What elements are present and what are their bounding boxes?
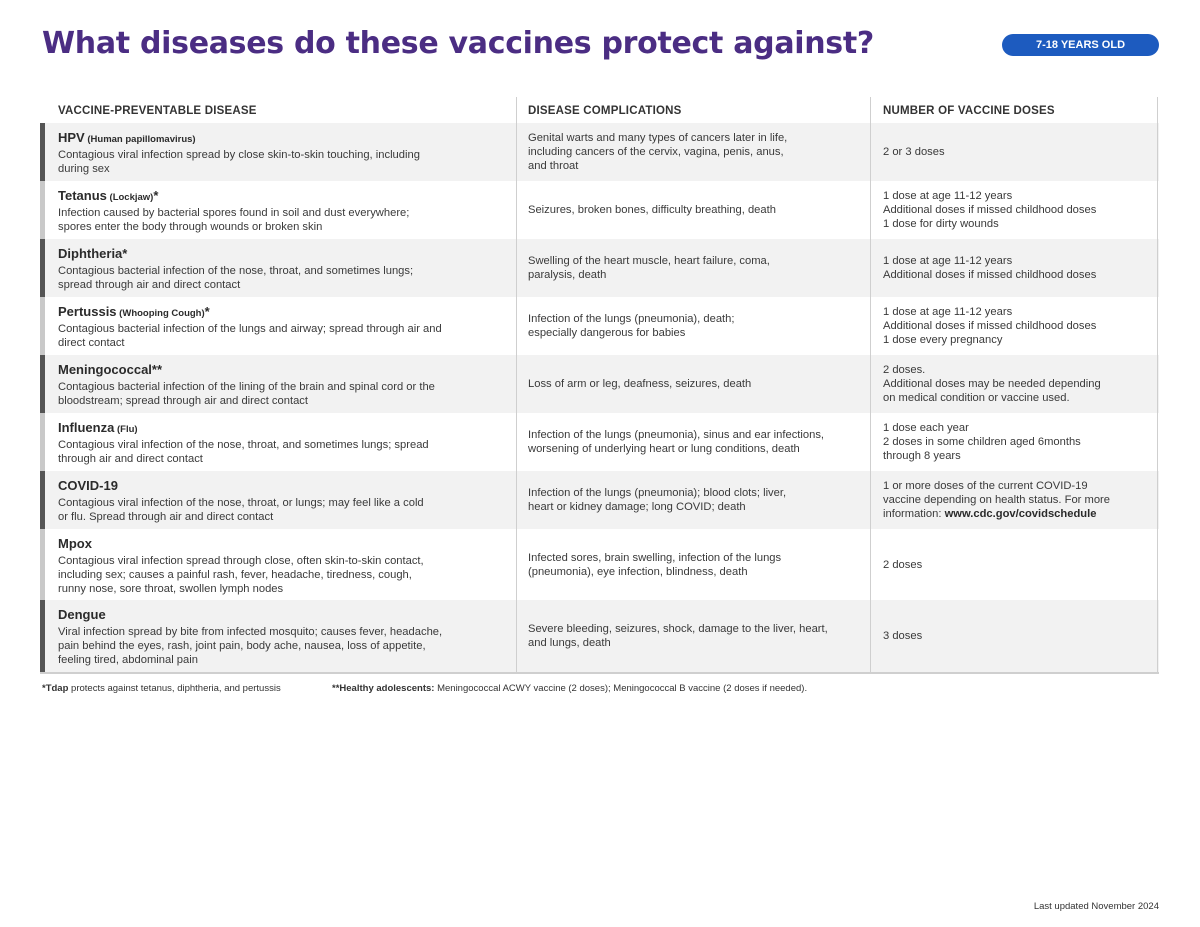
column-header-doses: NUMBER OF VACCINE DOSES <box>883 105 1055 117</box>
complication-line: heart or kidney damage; long COVID; death <box>528 501 746 513</box>
disease-name <box>58 536 503 554</box>
dose-line: 3 doses <box>883 630 923 642</box>
disease-name <box>58 304 503 322</box>
complications-cell <box>528 312 873 340</box>
table-row <box>40 529 1159 600</box>
complication-line: Severe bleeding, seizures, shock, damage to the liver, heart, <box>528 623 828 635</box>
doses-cell <box>883 363 1153 405</box>
disease-name-text: Pertussis <box>58 304 117 319</box>
disease-description-line: runny nose, sore throat, swollen lymph nodes <box>58 583 284 595</box>
table-bottom-rule <box>40 672 1159 674</box>
disease-description-line: Contagious viral infection spread by close skin-to-skin touching, including <box>58 149 420 161</box>
dose-line: Additional doses if missed childhood doses <box>883 204 1097 216</box>
footnote-healthy-label: Healthy adolescents: <box>339 683 435 694</box>
disease-name <box>58 362 503 380</box>
table-row <box>40 413 1159 471</box>
complication-line: and lungs, death <box>528 637 611 649</box>
dose-line: 1 dose each year <box>883 422 969 434</box>
column-divider <box>870 97 871 672</box>
dose-line: 1 dose at age 11-12 years <box>883 190 1013 202</box>
complication-line: Infection of the lungs (pneumonia), sinus and ear infections, <box>528 429 825 441</box>
age-badge: 7-18 YEARS OLD <box>1002 34 1159 56</box>
disease-description-line: Contagious viral infection spread through close, often skin-to-skin contact, <box>58 555 424 567</box>
footnote-star: * <box>42 683 46 694</box>
disease-name-text: HPV <box>58 130 85 145</box>
disease-name-text: Influenza <box>58 420 115 435</box>
complication-line: especially dangerous for babies <box>528 327 686 339</box>
dose-line: 1 dose at age 11-12 years <box>883 255 1013 267</box>
doses-cell <box>883 189 1153 231</box>
dose-line: vaccine depending on health status. For more <box>883 494 1110 506</box>
disease-description-line: or flu. Spread through air and direct contact <box>58 511 274 523</box>
page-title: What diseases do these vaccines protect against? <box>42 26 875 61</box>
disease-cell <box>58 607 503 667</box>
covid-schedule-link[interactable]: www.cdc.gov/covidschedule <box>944 508 1097 520</box>
dose-line: on medical condition or vaccine used. <box>883 392 1070 404</box>
disease-cell <box>58 246 503 292</box>
doses-cell <box>883 629 1153 643</box>
complications-cell <box>528 428 873 456</box>
dose-line: 1 dose at age 11-12 years <box>883 306 1013 318</box>
column-divider <box>516 97 517 672</box>
column-divider <box>1157 97 1158 672</box>
disease-name-text: Dengue <box>58 607 106 622</box>
disease-cell <box>58 362 503 408</box>
table-row <box>40 355 1159 413</box>
table-row <box>40 600 1159 672</box>
vaccine-table <box>40 97 1159 672</box>
complications-cell <box>528 203 873 217</box>
complication-line: worsening of underlying heart or lung conditions, death <box>528 443 800 455</box>
disease-description-line: through air and direct contact <box>58 453 203 465</box>
disease-description-line: Contagious viral infection of the nose, throat, and sometimes lungs; spread <box>58 439 429 451</box>
dose-line: information: <box>883 508 945 520</box>
disease-description-line: Contagious bacterial infection of the lungs and airway; spread through air and <box>58 323 442 335</box>
disease-alt-name: (Lockjaw) <box>106 192 154 203</box>
disease-name-text: Mpox <box>58 536 92 551</box>
disease-description-line: direct contact <box>58 337 125 349</box>
disease-name-text: Meningococcal <box>58 362 152 377</box>
complication-line: Infection of the lungs (pneumonia), death; <box>528 313 735 325</box>
dose-line: Additional doses may be needed depending <box>883 378 1101 390</box>
complication-line: Infected sores, brain swelling, infection of the lungs <box>528 552 782 564</box>
complication-line: and throat <box>528 160 579 172</box>
table-row <box>40 239 1159 297</box>
complication-line: paralysis, death <box>528 269 607 281</box>
dose-line: 2 doses in some children aged 6months <box>883 436 1081 448</box>
table-header <box>40 97 1159 123</box>
complications-cell <box>528 486 873 514</box>
complications-cell <box>528 551 873 579</box>
complications-cell <box>528 254 873 282</box>
table-row <box>40 471 1159 529</box>
disease-alt-name: (Human papillomavirus) <box>84 134 196 145</box>
footnote-tdap-label: Tdap <box>45 683 69 694</box>
complication-line: including cancers of the cervix, vagina, penis, anus, <box>528 146 784 158</box>
doses-cell <box>883 145 1153 159</box>
dose-line: 2 doses <box>883 559 923 571</box>
footnote-healthy-text: Meningococcal ACWY vaccine (2 doses); Meningococcal B vaccine (2 doses if needed). <box>434 683 808 694</box>
disease-name-text: COVID-19 <box>58 478 118 493</box>
complication-line: Genital warts and many types of cancers later in life, <box>528 132 788 144</box>
dose-line: 2 or 3 doses <box>883 146 945 158</box>
table-row <box>40 181 1159 239</box>
disease-description-line: Contagious viral infection of the nose, throat, or lungs; may feel like a cold <box>58 497 424 509</box>
disease-name <box>58 188 503 206</box>
dose-line: 1 dose for dirty wounds <box>883 218 999 230</box>
disease-description-line: Contagious bacterial infection of the lining of the brain and spinal cord or the <box>58 381 435 393</box>
complication-line: Infection of the lungs (pneumonia); blood clots; liver, <box>528 487 787 499</box>
footnote-star: ** <box>332 683 340 694</box>
disease-description-line: bloodstream; spread through air and direct contact <box>58 395 308 407</box>
footnote-tdap-text: protects against tetanus, diphtheria, and pertussis <box>68 683 281 694</box>
complication-line: (pneumonia), eye infection, blindness, death <box>528 566 748 578</box>
dose-line: through 8 years <box>883 450 961 462</box>
complication-line: Loss of arm or leg, deafness, seizures, death <box>528 378 752 390</box>
disease-description-line: during sex <box>58 163 110 175</box>
footnote-marker: ** <box>151 362 163 377</box>
disease-cell <box>58 130 503 176</box>
disease-name-text: Tetanus <box>58 188 107 203</box>
table-row <box>40 297 1159 355</box>
dose-line: 2 doses. <box>883 364 926 376</box>
dose-line: Additional doses if missed childhood doses <box>883 269 1097 281</box>
dose-line: Additional doses if missed childhood doses <box>883 320 1097 332</box>
disease-description-line: Viral infection spread by bite from infected mosquito; causes fever, headache, <box>58 626 443 638</box>
disease-cell <box>58 188 503 234</box>
disease-description-line: spores enter the body through wounds or broken skin <box>58 221 323 233</box>
table-row <box>40 123 1159 181</box>
footnote-marker: * <box>204 304 210 319</box>
doses-cell <box>883 558 1153 572</box>
disease-cell <box>58 304 503 350</box>
footnote-marker: * <box>153 188 159 203</box>
complication-line: Swelling of the heart muscle, heart failure, coma, <box>528 255 770 267</box>
doses-cell <box>883 479 1153 521</box>
footnote-healthy <box>332 683 807 694</box>
disease-description-line: feeling tired, abdominal pain <box>58 654 198 666</box>
disease-cell <box>58 536 503 596</box>
dose-line: 1 or more doses of the current COVID-19 <box>883 480 1088 492</box>
complications-cell <box>528 377 873 391</box>
disease-description-line: including sex; causes a painful rash, fever, headache, tiredness, cough, <box>58 569 412 581</box>
disease-description-line: Infection caused by bacterial spores found in soil and dust everywhere; <box>58 207 410 219</box>
disease-name <box>58 420 503 438</box>
disease-name <box>58 246 503 264</box>
disease-description-line: pain behind the eyes, rash, joint pain, body ache, nausea, loss of appetite, <box>58 640 426 652</box>
dose-line: 1 dose every pregnancy <box>883 334 1003 346</box>
disease-name-text: Diphtheria <box>58 246 123 261</box>
doses-cell <box>883 421 1153 463</box>
disease-cell <box>58 478 503 524</box>
last-updated: Last updated November 2024 <box>1033 901 1159 912</box>
complication-line: Seizures, broken bones, difficulty breathing, death <box>528 204 776 216</box>
disease-alt-name: (Whooping Cough) <box>116 308 205 319</box>
column-header-disease: VACCINE-PREVENTABLE DISEASE <box>58 105 257 117</box>
complications-cell <box>528 131 873 173</box>
disease-name <box>58 478 503 496</box>
footnote-tdap <box>42 683 281 694</box>
disease-description-line: spread through air and direct contact <box>58 279 241 291</box>
disease-description-line: Contagious bacterial infection of the nose, throat, and sometimes lungs; <box>58 265 414 277</box>
disease-alt-name: (Flu) <box>114 424 138 435</box>
disease-name <box>58 607 503 625</box>
disease-cell <box>58 420 503 466</box>
column-header-complications: DISEASE COMPLICATIONS <box>528 105 682 117</box>
disease-name <box>58 130 503 148</box>
footnote-marker: * <box>122 246 128 261</box>
complications-cell <box>528 622 873 650</box>
doses-cell <box>883 254 1153 282</box>
doses-cell <box>883 305 1153 347</box>
